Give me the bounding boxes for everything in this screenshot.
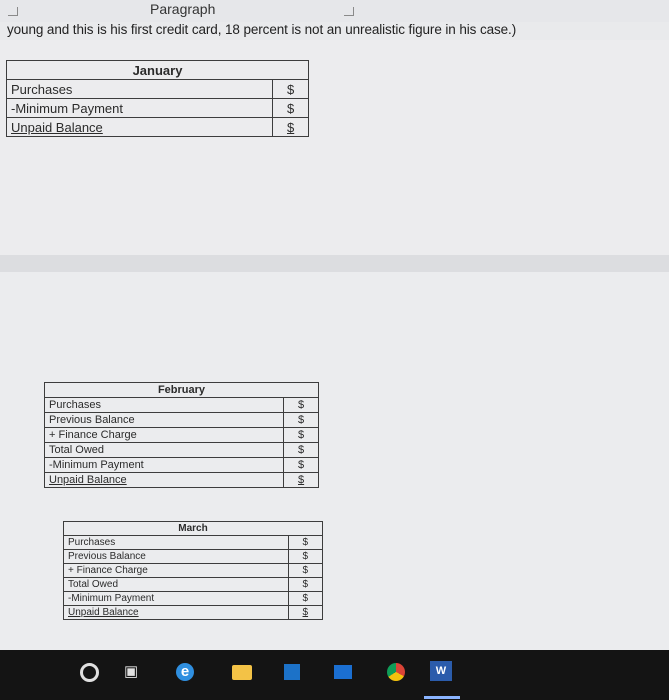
table-row [45, 413, 319, 428]
table-row [64, 536, 323, 550]
row-value: $ [288, 550, 322, 564]
row-value: $ [288, 606, 322, 620]
table-row [45, 458, 319, 473]
january-table [6, 60, 309, 137]
row-label: Purchases [45, 398, 284, 413]
row-label: -Minimum Payment [64, 592, 289, 606]
table-row [45, 443, 319, 458]
january-title: January [7, 61, 309, 80]
chrome-icon[interactable] [387, 663, 405, 681]
task-view-icon[interactable]: ▣ [124, 663, 139, 680]
page-gap [0, 255, 669, 272]
row-value: $ [284, 473, 319, 488]
row-value: $ [288, 564, 322, 578]
row-label: Total Owed [45, 443, 284, 458]
table-row [7, 80, 309, 99]
row-label: Previous Balance [45, 413, 284, 428]
row-label: + Finance Charge [64, 564, 289, 578]
table-row [64, 606, 323, 620]
table-row [45, 398, 319, 413]
row-label: Total Owed [64, 578, 289, 592]
word-icon[interactable]: W [430, 661, 452, 681]
row-label: Unpaid Balance [45, 473, 284, 488]
february-title: February [45, 383, 319, 398]
document-text-line: young and this is his first credit card, 18 percent is not an unrealistic figure in his case.) [7, 22, 517, 37]
row-label: + Finance Charge [45, 428, 284, 443]
february-table [44, 382, 319, 488]
edge-icon[interactable]: e [176, 663, 194, 681]
table-row [7, 118, 309, 137]
row-value: $ [284, 413, 319, 428]
row-value: $ [284, 443, 319, 458]
row-value: $ [273, 118, 309, 137]
search-circle-icon[interactable] [80, 663, 99, 682]
table-row [64, 564, 323, 578]
taskbar [0, 650, 669, 700]
table-row [45, 473, 319, 488]
row-value: $ [273, 80, 309, 99]
row-label: Purchases [7, 80, 273, 99]
march-table [63, 521, 323, 620]
table-row [45, 428, 319, 443]
row-label: Unpaid Balance [7, 118, 273, 137]
active-app-indicator [424, 696, 460, 699]
paragraph-group-label: Paragraph [150, 1, 216, 17]
row-label: Purchases [64, 536, 289, 550]
row-value: $ [288, 536, 322, 550]
row-value: $ [284, 398, 319, 413]
ribbon [0, 0, 669, 22]
table-row [64, 578, 323, 592]
mail-icon[interactable] [334, 665, 352, 679]
march-title: March [64, 522, 323, 536]
table-row [64, 592, 323, 606]
font-dialog-launcher-icon[interactable] [8, 7, 18, 16]
table-row [7, 99, 309, 118]
row-label: -Minimum Payment [45, 458, 284, 473]
row-label: -Minimum Payment [7, 99, 273, 118]
file-explorer-icon[interactable] [232, 665, 252, 680]
table-row [64, 550, 323, 564]
store-icon[interactable] [284, 664, 300, 680]
row-value: $ [273, 99, 309, 118]
row-label: Previous Balance [64, 550, 289, 564]
row-label: Unpaid Balance [64, 606, 289, 620]
row-value: $ [284, 428, 319, 443]
row-value: $ [288, 578, 322, 592]
row-value: $ [284, 458, 319, 473]
row-value: $ [288, 592, 322, 606]
paragraph-dialog-launcher-icon[interactable] [344, 7, 354, 16]
